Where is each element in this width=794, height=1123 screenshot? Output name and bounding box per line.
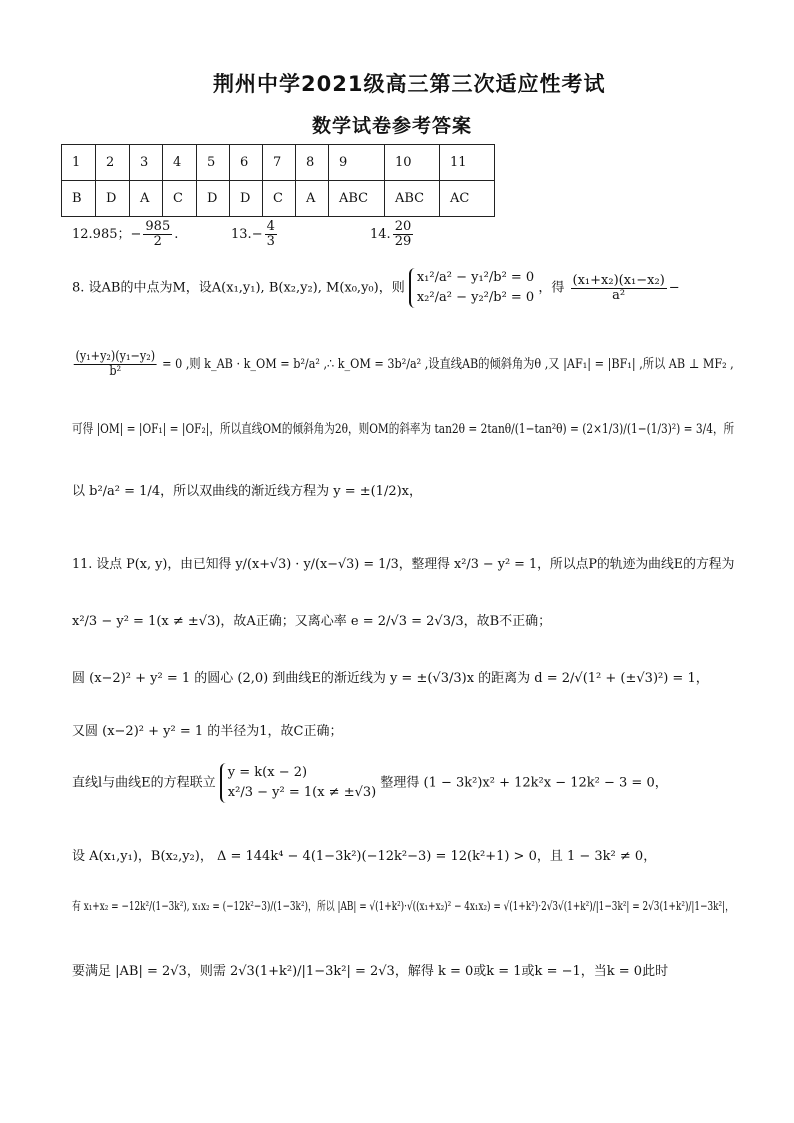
solution-11-line-6: 设 A(x₁,y₁)，B(x₂,y₂)， Δ = 144k⁴ − 4(1−3k²)(−12k²−3) = 12(k²+1) > 0，且 1 − 3k² ≠ 0， bbox=[72, 849, 657, 864]
solution-11-line-8: 要满足 |AB| = 2√3，则需 2√3(1+k²)/|1−3k²| = 2√3，解得 k = 0或k = 1或k = −1，当k = 0此时 bbox=[72, 964, 669, 979]
question-number: 1 bbox=[62, 145, 96, 181]
denominator: 3 bbox=[266, 234, 275, 249]
answer-table-answer-row bbox=[62, 181, 495, 217]
answer-q13-fraction bbox=[265, 220, 277, 249]
numerator: 4 bbox=[266, 219, 275, 234]
numerator: 20 bbox=[394, 219, 412, 234]
solution-11-text-5: 整理得 (1 − 3k²)x² + 12k²x − 12k² − 3 = 0， bbox=[380, 775, 668, 791]
answer-cell: ABC bbox=[385, 181, 440, 217]
system-equation-2: x²/3 − y² = 1(x ≠ ±√3) bbox=[227, 785, 377, 800]
answer-q12: 12.985；− $\frac{985}{2}$ . bbox=[72, 219, 179, 249]
question-number: 11 bbox=[440, 145, 495, 181]
question-number: 9 bbox=[329, 145, 385, 181]
answer-table-number-row bbox=[62, 145, 495, 181]
numerator: (y₁+y₂)(y₁−y₂) bbox=[75, 349, 156, 364]
question-number: 8 bbox=[296, 145, 329, 181]
answer-cell: A bbox=[130, 181, 163, 217]
answer-q12-fraction bbox=[143, 220, 172, 249]
answer-q12-label: 12.985； bbox=[72, 227, 131, 242]
question-number: 10 bbox=[385, 145, 440, 181]
answer-cell: B bbox=[62, 181, 96, 217]
solution-11-line-3: 圆 (x−2)² + y² = 1 的圆心 (2,0) 到曲线E的渐近线为 y = ±(√3/3)x 的距离为 d = 2/√(1² + (±√3)²) = 1， bbox=[72, 671, 709, 686]
question-number: 2 bbox=[96, 145, 130, 181]
answer-q14 bbox=[370, 220, 415, 249]
answer-cell: ABC bbox=[329, 181, 385, 217]
equation-system bbox=[409, 268, 534, 308]
page-title: 荆州中学2021级高三第三次适应性考试 bbox=[213, 72, 606, 96]
answer-cell: D bbox=[230, 181, 263, 217]
solution-11-intro-5: 直线l与曲线E的方程联立 bbox=[72, 775, 216, 791]
solution-8-intro: 8. 设AB的中点为M，设A(x₁,y₁), B(x₂,y₂), M(x₀,y₀)，则 bbox=[72, 280, 405, 296]
solution-11-line-7: 有 x₁+x₂ = −12k²/(1−3k²), x₁x₂ = (−12k²−3)/(1−3k²)，所以 |AB| = √(1+k²)·√((x₁+x₂)² − 4x₁x₂) = √(1+k²)·2√3√(1+k²)/|1−3k²| = 2√3(1+k²)/|1−3k²|， bbox=[72, 899, 734, 913]
numerator: (x₁+x₂)(x₁−x₂) bbox=[572, 272, 665, 288]
solution-11-line-4: 又圆 (x−2)² + y² = 1 的半径为1，故C正确； bbox=[72, 724, 343, 739]
system-equation-2: x₂²/a² − y₂²/b² = 0 bbox=[416, 290, 535, 305]
denominator: b² bbox=[109, 364, 122, 379]
solution-8-text-2: = 0 ,则 k_AB · k_OM = b²/a² ,∴ k_OM = 3b²/a² ,设直线AB的倾斜角为θ ,又 |AF₁| = |BF₁| ,所以 AB ⊥ MF₂ , bbox=[162, 357, 734, 372]
solution-8-line-1: 8. 设AB的中点为M，设A(x₁,y₁), B(x₂,y₂), M(x₀,y₀)，则 x₁²/a² − y₁²/b² = 0 x₂²/a² − y₂²/b² = 0 ，得 $\frac{\text{(x₁+x₂)(x₁−x₂)}}{\text{a²}}$ − bbox=[72, 268, 680, 308]
solution-11-line-5 bbox=[72, 763, 668, 803]
solution-8-fraction bbox=[571, 274, 667, 303]
answer-q13: 13.− $\frac{4}{3}$ bbox=[231, 219, 275, 249]
numerator: 985 bbox=[145, 219, 171, 234]
answer-cell: C bbox=[263, 181, 296, 217]
question-number: 4 bbox=[163, 145, 197, 181]
question-number: 7 bbox=[263, 145, 296, 181]
answer-cell: D bbox=[197, 181, 230, 217]
system-equation-1: x₁²/a² − y₁²/b² = 0 bbox=[416, 270, 535, 285]
solution-8-line-2 bbox=[72, 350, 734, 379]
solution-8-fraction-2 bbox=[74, 350, 157, 379]
answer-q14-label: 14. bbox=[370, 227, 391, 242]
answer-q13-label: 13. bbox=[231, 227, 252, 242]
question-number: 5 bbox=[197, 145, 230, 181]
solution-11-line-2: x²/3 − y² = 1(x ≠ ±√3)，故A正确；又离心率 e = 2/√3 = 2√3/3，故B不正确； bbox=[72, 614, 552, 629]
solution-8-line-3: 可得 |OM| = |OF₁| = |OF₂|，所以直线OM的倾斜角为2θ，则OM的斜率为 tan2θ = 2tanθ/(1−tan²θ) = (2×1/3)/(1−(1/3)²) = 3/4，所 bbox=[72, 422, 735, 437]
denominator: a² bbox=[612, 287, 626, 303]
equation-system bbox=[220, 763, 376, 803]
system-equation-1: y = k(x − 2) bbox=[227, 765, 308, 780]
question-number: 6 bbox=[230, 145, 263, 181]
answer-cell: AC bbox=[440, 181, 495, 217]
answer-cell: C bbox=[163, 181, 197, 217]
denominator: 2 bbox=[153, 234, 162, 249]
denominator: 29 bbox=[394, 234, 412, 249]
answer-cell: D bbox=[96, 181, 130, 217]
answer-cell: A bbox=[296, 181, 329, 217]
page-subtitle: 数学试卷参考答案 bbox=[312, 115, 473, 137]
answer-table bbox=[61, 144, 495, 217]
solution-8-line-4: 以 b²/a² = 1/4，所以双曲线的渐近线方程为 y = ±(1/2)x， bbox=[72, 484, 423, 499]
solution-8-connector: ，得 bbox=[538, 280, 565, 296]
solution-11-line-1: 11. 设点 P(x, y)，由已知得 y/(x+√3) · y/(x−√3) = 1/3，整理得 x²/3 − y² = 1，所以点P的轨迹为曲线E的方程为 bbox=[72, 557, 735, 572]
question-number: 3 bbox=[130, 145, 163, 181]
answer-q14-fraction bbox=[393, 220, 414, 249]
